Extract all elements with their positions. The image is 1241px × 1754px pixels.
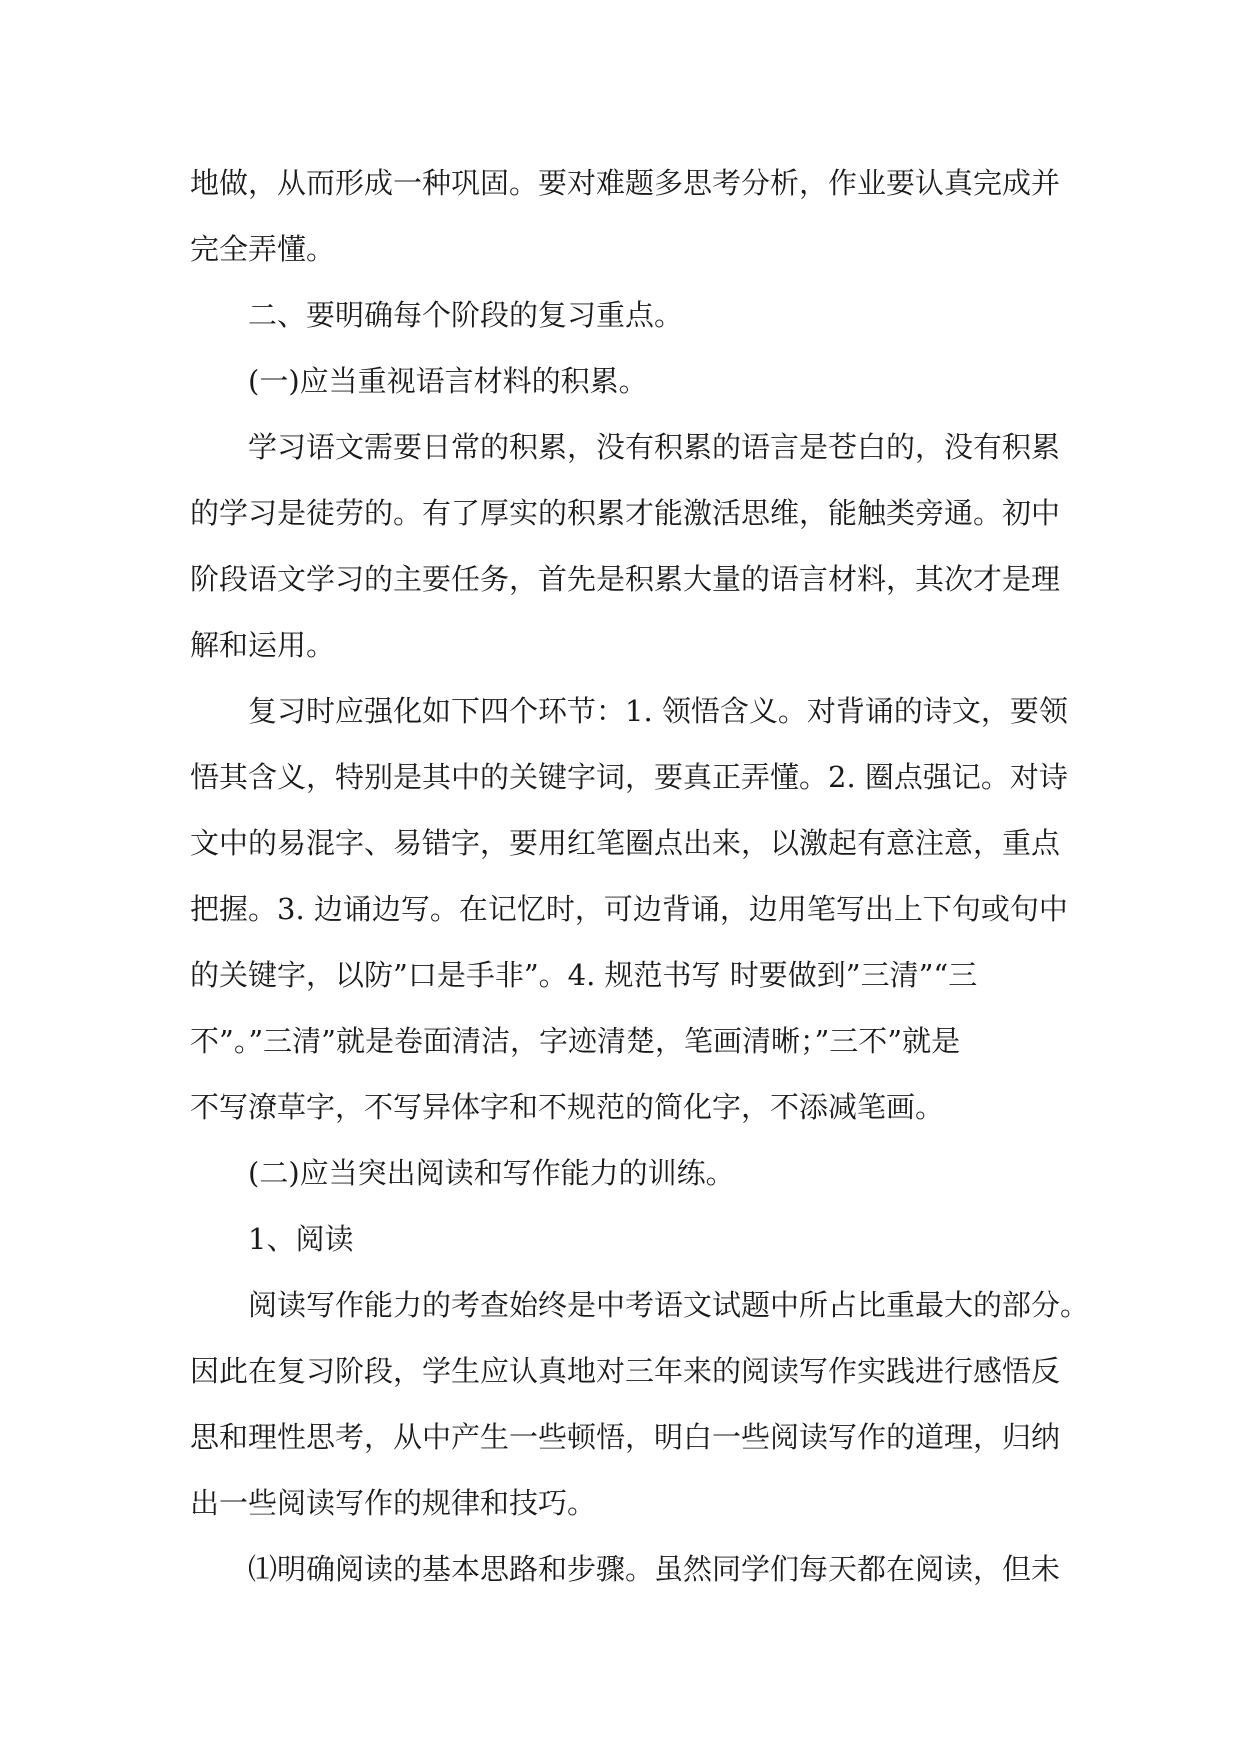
text-line: 不写潦草字，不写异体字和不规范的简化字，不添减笔画。	[190, 1090, 945, 1124]
text-line: 地做，从而形成一种巩固。要对难题多思考分析，作业要认真完成并	[190, 166, 1061, 200]
text-line: 学习语文需要日常的积累，没有积累的语言是苍白的，没有积累	[190, 430, 1061, 464]
text-line: 阅读写作能力的考查始终是中考语文试题中所占比重最大的部分。	[190, 1288, 1090, 1322]
text-line: ⑴明确阅读的基本思路和步骤。虽然同学们每天都在阅读，但未	[190, 1552, 1061, 1586]
item-heading: 1、阅读	[190, 1222, 354, 1256]
text-line: 因此在复习阶段，学生应认真地对三年来的阅读写作实践进行感悟反	[190, 1354, 1061, 1388]
section-heading: 二、要明确每个阶段的复习重点。	[190, 298, 684, 332]
text-line: 完全弄懂。	[190, 232, 336, 266]
text-line: 不”。”三清”就是卷面清洁，字迹清楚，笔画清晰；”三不”就是	[190, 1024, 961, 1058]
text-line: 的关键字，以防”口是手非”。4. 规范书写 时要做到”三清”“三	[190, 958, 978, 992]
text-line: 悟其含义，特别是其中的关键字词，要真正弄懂。2. 圈点强记。对诗	[190, 760, 1068, 794]
document-page	[190, 150, 1090, 1602]
text-line: 复习时应强化如下四个环节：1. 领悟含义。对背诵的诗文，要领	[190, 694, 1068, 728]
text-line: 文中的易混字、易错字，要用红笔圈点出来，以激起有意注意，重点	[190, 826, 1061, 860]
text-line: 的学习是徒劳的。有了厚实的积累才能激活思维，能触类旁通。初中	[190, 496, 1061, 530]
text-line: 解和运用。	[190, 628, 336, 662]
subsection-heading: (二)应当突出阅读和写作能力的训练。	[190, 1156, 735, 1190]
text-line: 把握。3. 边诵边写。在记忆时，可边背诵，边用笔写出上下句或句中	[190, 892, 1068, 926]
subsection-heading: (一)应当重视语言材料的积累。	[190, 364, 648, 398]
text-line: 思和理性思考，从中产生一些顿悟，明白一些阅读写作的道理，归纳	[190, 1420, 1061, 1454]
text-line: 出一些阅读写作的规律和技巧。	[190, 1486, 597, 1520]
text-line: 阶段语文学习的主要任务，首先是积累大量的语言材料，其次才是理	[190, 562, 1061, 596]
